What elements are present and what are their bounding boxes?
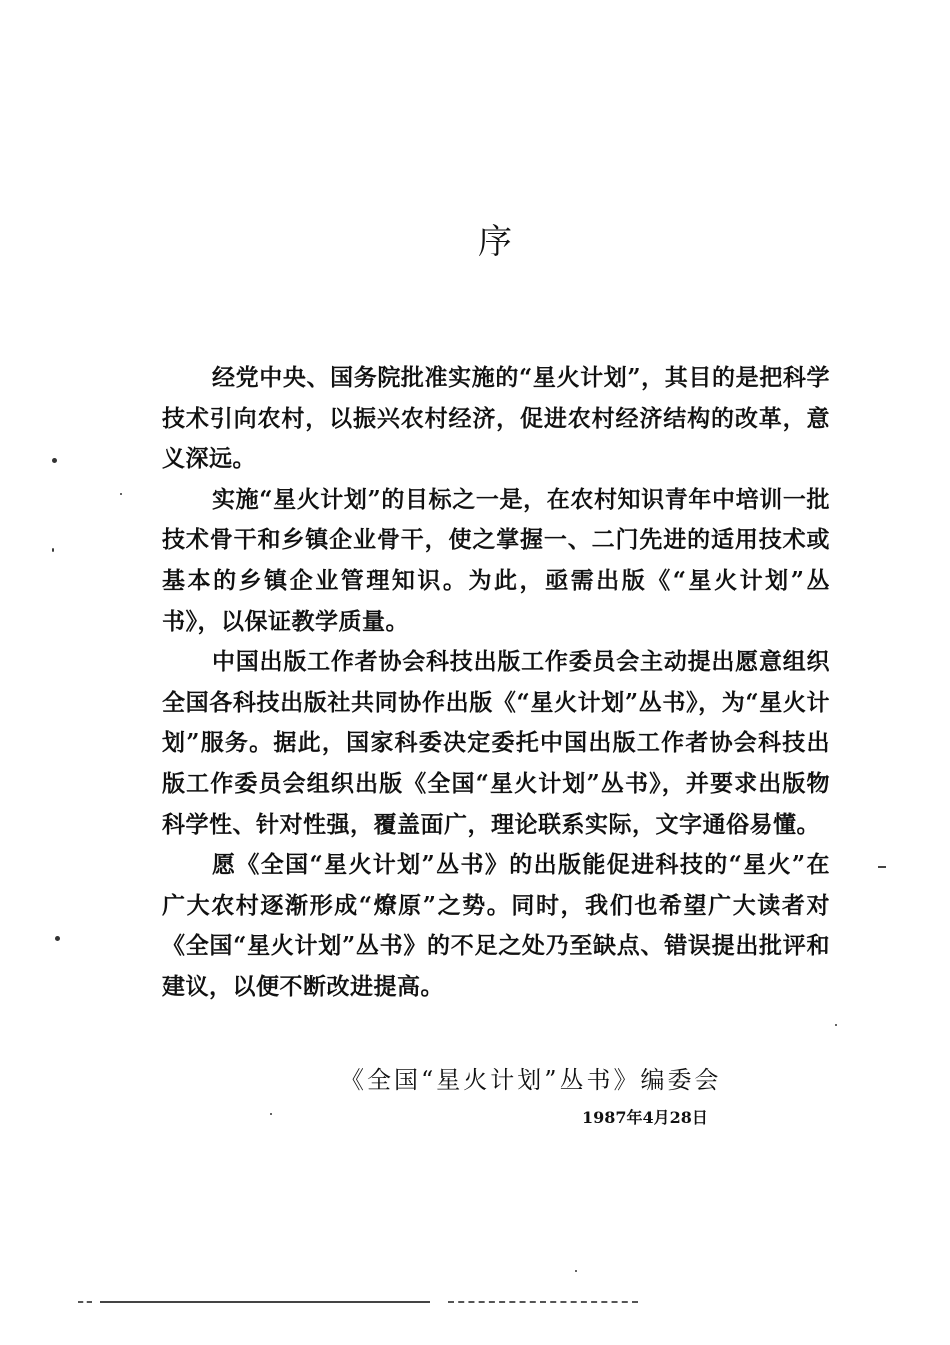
scan-speck [575,1270,577,1272]
paragraph-4: 愿《全国“星火计划”丛书》的出版能促进科技的“星火”在广大农村逐渐形成“燎原”之势。同时，我们也希望广大读者对《全国“星火计划”丛书》的不足之处乃至缺点、错误提出批评和建议，以便不断改进提高。 [162,851,830,1000]
signature: 《全国“星火计划”丛书》编委会 [340,1066,722,1094]
paragraph-3: 中国出版工作者协会科技出版工作委员会主动提出愿意组织全国各科技出版社共同协作出版《“星火计划”丛书》，为“星火计划”服务。据此，国家科委决定委托中国出版工作者协会科技出版工作委员会组织出版《全国“星火计划”丛书》，并要求出版物科学性、针对性强，覆盖面广，理论联系实际，文字通俗易懂。 [162,648,830,838]
preface-body [162,358,830,1008]
scan-edge-line [100,1301,430,1303]
scan-speck [55,936,60,941]
scan-edge-line [448,1301,638,1303]
scan-edge-line [78,1301,92,1303]
paragraph-2: 实施“星火计划”的目标之一是，在农村知识青年中培训一批技术骨干和乡镇企业骨干，使之掌握一、二门先进的适用技术或基本的乡镇企业管理知识。为此，亟需出版《“星火计划”丛书》，以保证教学质量。 [162,485,830,635]
scan-speck [835,1024,837,1026]
scan-speck [52,458,57,463]
scan-speck [270,1113,272,1115]
paragraph-1: 经党中央、国务院批准实施的“星火计划”，其目的是把科学技术引向农村，以振兴农村经济，促进农村经济结构的改革，意义深远。 [162,364,830,473]
scan-speck [120,493,122,495]
scan-edge-mark [878,866,886,868]
date: 1987年4月28日 [582,1108,708,1127]
scan-speck [52,548,54,552]
preface-title: 序 [478,222,512,262]
